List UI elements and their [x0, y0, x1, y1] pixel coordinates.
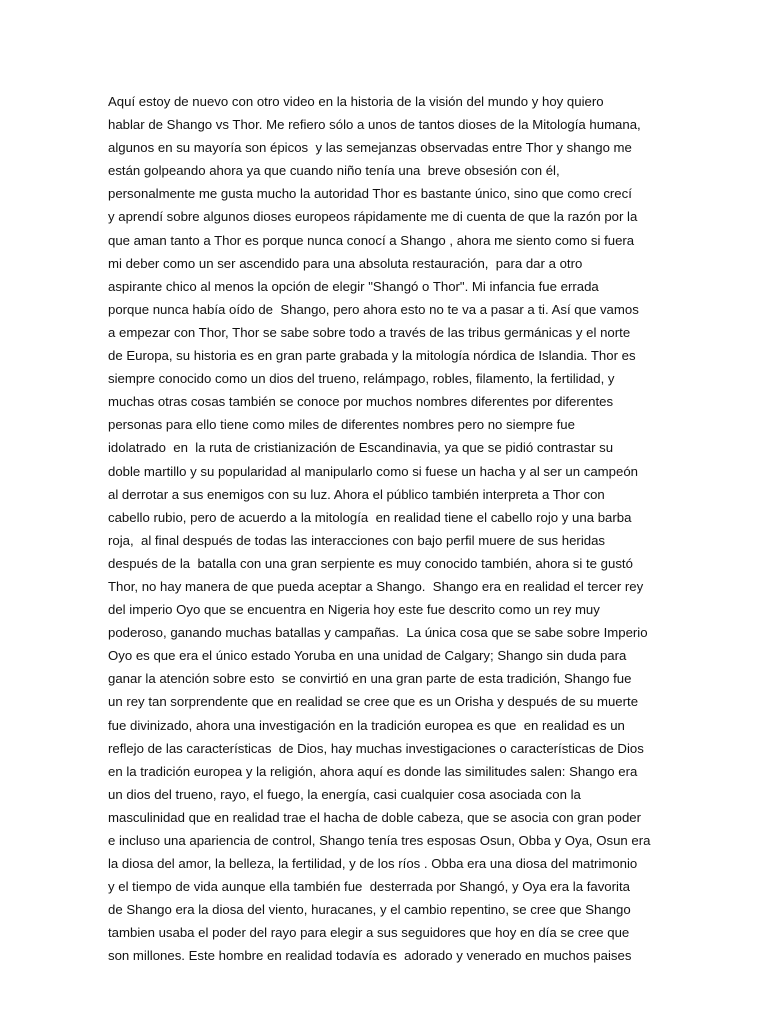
text-line-30: en la tradición europea y la religión, ahora aquí es donde las similitudes salen: Shango era — [108, 763, 638, 779]
text-line-27: un rey tan sorprendente que en realidad se cree que es un Orisha y después de su muerte — [108, 694, 639, 710]
text-line-7: que aman tanto a Thor es porque nunca conocí a Shango , ahora me siento como si fuera — [108, 232, 635, 248]
text-line-31: un dios del trueno, rayo, el fuego, la energía, casi cualquier cosa asociada con la — [108, 786, 581, 802]
text-line-14: muchas otras cosas también se conoce por muchos nombres diferentes por diferentes — [108, 394, 614, 410]
text-line-24: poderoso, ganando muchas batallas y campañas. La única cosa que se sabe sobre Imperio — [108, 625, 648, 641]
text-line-18: al derrotar a sus enemigos con su luz. Ahora el público también interpreta a Thor con — [108, 486, 605, 502]
text-line-32: masculinidad que en realidad trae el hacha de doble cabeza, que se asocia con gran poder — [108, 809, 641, 825]
text-line-1: Aquí estoy de nuevo con otro video en la historia de la visión del mundo y hoy quiero — [108, 94, 604, 109]
text-line-17: doble martillo y su popularidad al manipularlo como si fuese un hacha y al ser un campeón — [108, 463, 638, 479]
text-line-8: mi deber como un ser ascendido para una absoluta restauración, para dar a otro — [108, 255, 583, 271]
text-line-33: e incluso una apariencia de control, Shango tenía tres esposas Osun, Obba y Oya, Osun era — [108, 833, 651, 848]
text-line-38: son millones. Este hombre en realidad todavía es adorado y venerado en muchos paises — [108, 948, 632, 964]
text-line-9: aspirante chico al menos la opción de elegir "Shangó o Thor". Mi infancia fue errada — [108, 278, 599, 294]
text-line-35: y el tiempo de vida aunque ella también fue desterrada por Shangó, y Oya era la favorita — [108, 879, 630, 895]
text-line-3: algunos en su mayoría son épicos y las semejanzas observadas entre Thor y shango me — [108, 140, 632, 156]
text-line-4: están golpeando ahora ya que cuando niño tenía una breve obsesión con él, — [108, 163, 560, 179]
text-line-36: de Shango era la diosa del viento, huracanes, y el cambio repentino, se cree que Shango — [108, 902, 631, 918]
text-line-5: personalmente me gusta mucho la autoridad Thor es bastante único, sino que como crecí — [108, 186, 632, 202]
text-line-6: y aprendí sobre algunos dioses europeos rápidamente me di cuenta de que la razón por la — [108, 209, 638, 225]
text-line-16: idolatrado en la ruta de cristianización de Escandinavia, ya que se pidió contrastar su — [108, 440, 614, 456]
text-line-15: personas para ello tiene como miles de diferentes nombres pero no siempre fue — [108, 417, 575, 433]
text-line-25: Oyo es que era el único estado Yoruba en una unidad de Calgary; Shango sin duda para — [108, 648, 627, 664]
text-line-10: porque nunca había oído de Shango, pero ahora esto no te va a pasar a ti. Así que vamos — [108, 301, 639, 317]
text-line-22: Thor, no hay manera de que pueda aceptar a Shango. Shango era en realidad el tercer rey — [108, 578, 644, 594]
text-line-19: cabello rubio, pero de acuerdo a la mitología en realidad tiene el cabello rojo y una barba — [108, 509, 632, 525]
text-line-20: roja, al final después de todas las interacciones con bajo perfil muere de sus heridas — [108, 532, 606, 548]
text-line-11: a empezar con Thor, Thor se sabe sobre todo a través de las tribus germánicas y el norte — [108, 324, 631, 340]
body-text — [108, 90, 668, 968]
text-line-26: ganar la atención sobre esto se convirtió en una gran parte de esta tradición, Shango fue — [108, 671, 632, 687]
text-line-13: siempre conocido como un dios del trueno, relámpago, robles, filamento, la fertilidad, y — [108, 371, 615, 387]
text-line-2: hablar de Shango vs Thor. Me refiero sólo a unos de tantos dioses de la Mitología humana, — [108, 117, 641, 133]
text-line-23: del imperio Oyo que se encuentra en Nigeria hoy este fue descrito como un rey muy — [108, 602, 600, 618]
text-line-34: la diosa del amor, la belleza, la fertilidad, y de los ríos . Obba era una diosa del matrimonio — [108, 856, 638, 872]
text-line-21: después de la batalla con una gran serpiente es muy conocido también, ahora si te gustó — [108, 555, 633, 571]
text-line-12: de Europa, su historia es en gran parte grabada y la mitología nórdica de Islandia. Thor es — [108, 348, 636, 364]
text-line-28: fue divinizado, ahora una investigación en la tradición europea es que en realidad es un — [108, 717, 625, 733]
text-line-37: tambien usaba el poder del rayo para elegir a sus seguidores que hoy en día se cree que — [108, 925, 630, 941]
text-line-29: reflejo de las características de Dios, hay muchas investigaciones o características de Dios — [108, 740, 644, 756]
